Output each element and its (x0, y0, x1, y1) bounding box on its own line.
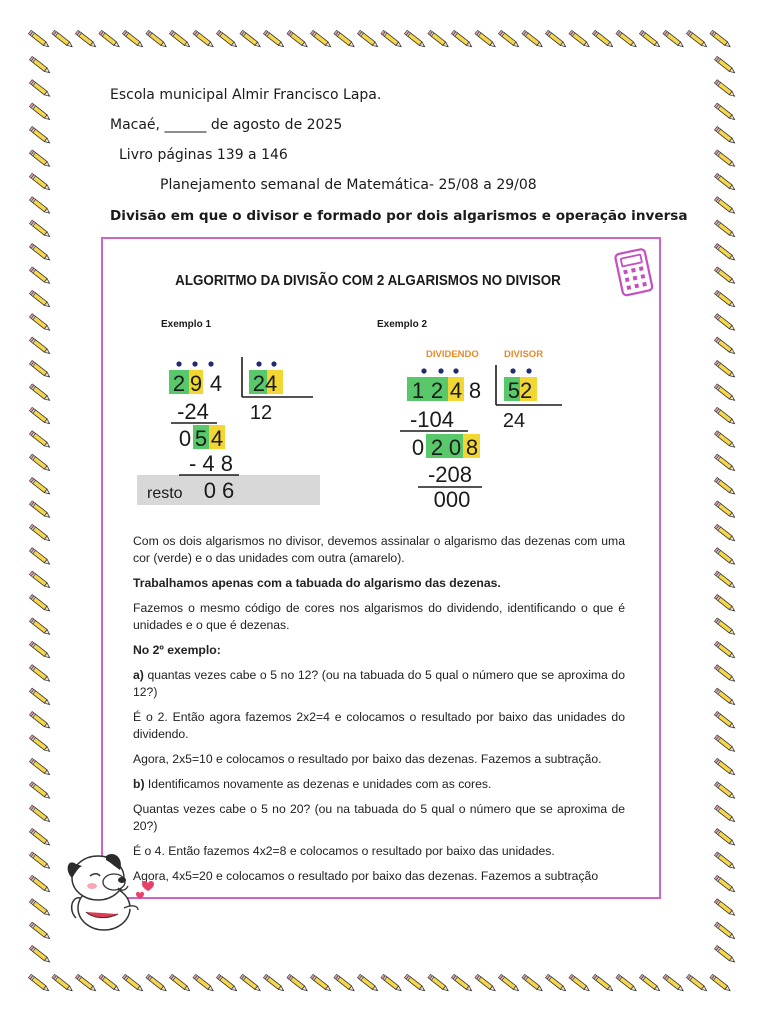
ex1-dividend-digit: 4 (209, 371, 223, 396)
pencil-icon (310, 30, 332, 48)
explanation-text (133, 533, 625, 893)
pencil-icon (334, 974, 356, 992)
pencil-icon (714, 711, 736, 729)
pencil-icon (714, 360, 736, 378)
pencil-icon (29, 56, 51, 74)
pencil-icon (498, 30, 520, 48)
pencil-icon (714, 501, 736, 519)
pencil-icon (29, 431, 51, 449)
pencil-icon (263, 30, 285, 48)
dividend-label: DIVIDENDO (426, 349, 479, 360)
pencil-icon (714, 150, 736, 168)
divisor-label: DIVISOR (504, 349, 544, 360)
pencil-icon (146, 30, 168, 48)
pencil-icon (451, 974, 473, 992)
ex1-remainder-label: resto (147, 485, 183, 502)
paragraph (133, 776, 625, 793)
pencil-icon (404, 974, 426, 992)
pencil-icon (592, 974, 614, 992)
pencil-icon (616, 974, 638, 992)
ex2-partial-digit: 2 (430, 435, 444, 460)
pencil-icon (29, 337, 51, 355)
pencil-icon (29, 688, 51, 706)
example-2-label: Exemplo 2 (377, 319, 428, 330)
ex1-remainder: 0 6 (203, 478, 235, 503)
pencil-icon (122, 974, 144, 992)
heart-icon (142, 881, 154, 891)
pencil-icon (714, 431, 736, 449)
pencil-icon (169, 974, 191, 992)
pencil-icon (714, 805, 736, 823)
pencil-icon (29, 618, 51, 636)
pencil-icon (569, 30, 591, 48)
paragraph: Fazemos o mesmo código de cores nos algarismos do dividendo, identificando o que é unidades e o que é dezenas. (133, 601, 625, 632)
pencil-icon (169, 30, 191, 48)
pencil-icon (714, 875, 736, 893)
pencil-icon (28, 974, 50, 992)
paragraph (133, 667, 625, 701)
pencil-icon (710, 30, 732, 48)
item-label: b) (133, 777, 145, 791)
pencil-icon (714, 524, 736, 542)
date-line: Macaé, ______ de agosto de 2025 (110, 117, 343, 133)
pencil-icon (714, 126, 736, 144)
pencil-icon (29, 243, 51, 261)
pencil-icon (357, 30, 379, 48)
ex2-dividend-digit: 8 (468, 378, 482, 403)
pencil-icon (714, 922, 736, 940)
pencil-icon (29, 314, 51, 332)
pencil-icon (714, 618, 736, 636)
ex2-remainder: 000 (433, 487, 471, 512)
pencil-icon (569, 974, 591, 992)
pencil-icon (29, 80, 51, 98)
dog-mascot-icon (62, 848, 162, 934)
pencil-icon (714, 641, 736, 659)
pencil-icon (639, 974, 661, 992)
pencil-icon (216, 974, 238, 992)
pencil-icon (686, 30, 708, 48)
pencil-icon (714, 337, 736, 355)
example-1-label: Exemplo 1 (161, 319, 212, 330)
pencil-icon (714, 828, 736, 846)
pencil-icon (29, 735, 51, 753)
pencil-icon (522, 30, 544, 48)
pencil-icon (29, 407, 51, 425)
pencil-icon (451, 30, 473, 48)
pencil-icon (287, 30, 309, 48)
pencil-icon (29, 173, 51, 191)
pencil-icon (193, 974, 215, 992)
pencil-icon (714, 80, 736, 98)
pencil-icon (714, 103, 736, 121)
pencil-icon (714, 548, 736, 566)
pencil-icon (545, 974, 567, 992)
pencil-icon (714, 407, 736, 425)
pencil-icon (714, 197, 736, 215)
pencil-icon (714, 735, 736, 753)
pencil-icon (99, 974, 121, 992)
pencil-icon (545, 30, 567, 48)
pencil-icon (29, 454, 51, 472)
pencil-icon (428, 30, 450, 48)
paragraph: Agora, 4x5=20 e colocamos o resultado por baixo das dezenas. Fazemos a subtração (133, 869, 599, 883)
pencil-icon (29, 150, 51, 168)
pencil-icon (714, 267, 736, 285)
paragraph-bold: No 2º exemplo: (133, 643, 221, 657)
pencil-icon (99, 30, 121, 48)
paragraph: Agora, 2x5=10 e colocamos o resultado por baixo das dezenas. Fazemos a subtração. (133, 752, 602, 766)
pencil-icon (29, 360, 51, 378)
pencil-icon (29, 571, 51, 589)
pencil-icon (29, 852, 51, 870)
ex1-subtraction-2: - 4 8 (188, 451, 234, 476)
pencil-icon (714, 477, 736, 495)
calculator-icon (613, 247, 657, 299)
pencil-icon (122, 30, 144, 48)
pencil-icon (29, 524, 51, 542)
pencil-icon (381, 974, 403, 992)
item-text: Identificamos novamente as dezenas e unidades com as cores. (144, 777, 492, 791)
pencil-icon (240, 30, 262, 48)
pencil-icon (287, 974, 309, 992)
example-2-division (390, 343, 574, 515)
pencil-icon (29, 126, 51, 144)
pencil-icon (29, 711, 51, 729)
pencil-icon (522, 974, 544, 992)
pencil-icon (592, 30, 614, 48)
pencil-icon (714, 454, 736, 472)
pencil-icon (29, 501, 51, 519)
pencil-icon (714, 782, 736, 800)
pencil-icon (29, 548, 51, 566)
pencil-icon (29, 197, 51, 215)
school-name: Escola municipal Almir Francisco Lapa. (110, 87, 382, 103)
pencil-icon (29, 828, 51, 846)
pencil-icon (714, 220, 736, 238)
ex1-partial-digit: 0 (178, 426, 192, 451)
pencil-icon (29, 875, 51, 893)
heart-icon (136, 892, 144, 899)
ex2-partial-digit: 0 (411, 435, 425, 460)
pencil-icon (146, 974, 168, 992)
ex1-dividend-digit: 2 (172, 371, 186, 396)
ex2-dividend-digit: 4 (449, 378, 463, 403)
pencil-icon (29, 665, 51, 683)
pencil-icon (29, 220, 51, 238)
ex1-subtraction-1: -24 (177, 399, 209, 424)
topic-heading: Divisão em que o divisor e formado por dois algarismos e operação inversa (110, 208, 688, 224)
pencil-icon (714, 899, 736, 917)
ex2-dividend-digit: 1 (411, 378, 425, 403)
pencil-icon (75, 30, 97, 48)
item-label: a) (133, 668, 144, 682)
pencil-icon (29, 782, 51, 800)
pencil-icon (714, 688, 736, 706)
pencil-icon (381, 30, 403, 48)
pencil-icon (29, 384, 51, 402)
pencil-icon (29, 594, 51, 612)
pencil-icon (714, 852, 736, 870)
pencil-icon (216, 30, 238, 48)
pencil-icon (639, 30, 661, 48)
pencil-icon (663, 30, 685, 48)
pencil-icon (334, 30, 356, 48)
ex1-dividend-digit: 9 (189, 371, 203, 396)
paragraph: É o 2. Então agora fazemos 2x2=4 e colocamos o resultado por baixo das unidades do dividendo. (133, 710, 625, 741)
ex1-quotient: 12 (249, 402, 273, 424)
pencil-icon (475, 30, 497, 48)
pencil-icon (28, 30, 50, 48)
pencil-icon (710, 974, 732, 992)
algorithm-title: ALGORITMO DA DIVISÃO COM 2 ALGARISMOS NO DIVISOR (175, 273, 561, 289)
pencil-icon (263, 974, 285, 992)
paragraph: Quantas vezes cabe o 5 no 20? (ou na tabuada do 5 qual o número que se aproxima de 20?) (133, 802, 625, 833)
pencil-icon (714, 384, 736, 402)
pencil-icon (714, 314, 736, 332)
pencil-icon (29, 945, 51, 963)
pencil-icon (714, 945, 736, 963)
pencil-icon (29, 267, 51, 285)
pencil-icon (29, 922, 51, 940)
example-1-division (137, 335, 320, 505)
ex2-partial-digit: 0 (448, 435, 462, 460)
ex1-partial-digit: 4 (210, 426, 224, 451)
weekly-plan: Planejamento semanal de Matemática- 25/08 a 29/08 (160, 177, 537, 193)
pencil-icon (29, 805, 51, 823)
paragraph: Com os dois algarismos no divisor, devemos assinalar o algarismo das dezenas com uma cor (verde) e o das unidades com outra (amarelo). (133, 534, 625, 565)
pencil-icon (29, 758, 51, 776)
pencil-icon (193, 30, 215, 48)
ex2-quotient: 24 (502, 410, 526, 432)
pencil-icon (29, 641, 51, 659)
pencil-icon (714, 173, 736, 191)
ex2-partial-digit: 8 (465, 435, 479, 460)
pencil-icon (310, 974, 332, 992)
content-frame (101, 237, 661, 899)
ex1-divisor: 24 (252, 371, 278, 396)
pencil-icon (29, 899, 51, 917)
pencil-icon (686, 974, 708, 992)
pencil-icon (616, 30, 638, 48)
pencil-icon (714, 665, 736, 683)
book-pages: Livro páginas 139 a 146 (119, 147, 288, 163)
ex2-subtraction-1: -104 (409, 407, 455, 432)
pencil-icon (714, 56, 736, 74)
pencil-icon (475, 974, 497, 992)
pencil-icon (29, 103, 51, 121)
pencil-icon (404, 30, 426, 48)
ex2-divisor: 52 (507, 378, 533, 403)
pencil-icon (29, 290, 51, 308)
paragraph-bold: Trabalhamos apenas com a tabuada do algarismo das dezenas. (133, 576, 501, 590)
pencil-icon (714, 758, 736, 776)
pencil-icon (357, 974, 379, 992)
pencil-icon (240, 974, 262, 992)
pencil-icon (663, 974, 685, 992)
item-text: quantas vezes cabe o 5 no 12? (ou na tabuada do 5 qual o número que se aproxima do 12?) (133, 668, 625, 699)
pencil-icon (714, 243, 736, 261)
pencil-icon (75, 974, 97, 992)
pencil-icon (52, 30, 74, 48)
pencil-icon (428, 974, 450, 992)
pencil-icon (714, 290, 736, 308)
ex1-partial-digit: 5 (194, 426, 208, 451)
pencil-icon (29, 477, 51, 495)
ex2-dividend-digit: 2 (430, 378, 444, 403)
pencil-icon (714, 594, 736, 612)
ex2-subtraction-2: -208 (427, 462, 473, 487)
pencil-icon (714, 571, 736, 589)
pencil-icon (52, 974, 74, 992)
pencil-icon (498, 974, 520, 992)
paragraph: É o 4. Então fazemos 4x2=8 e colocamos o resultado por baixo das unidades. (133, 844, 555, 858)
